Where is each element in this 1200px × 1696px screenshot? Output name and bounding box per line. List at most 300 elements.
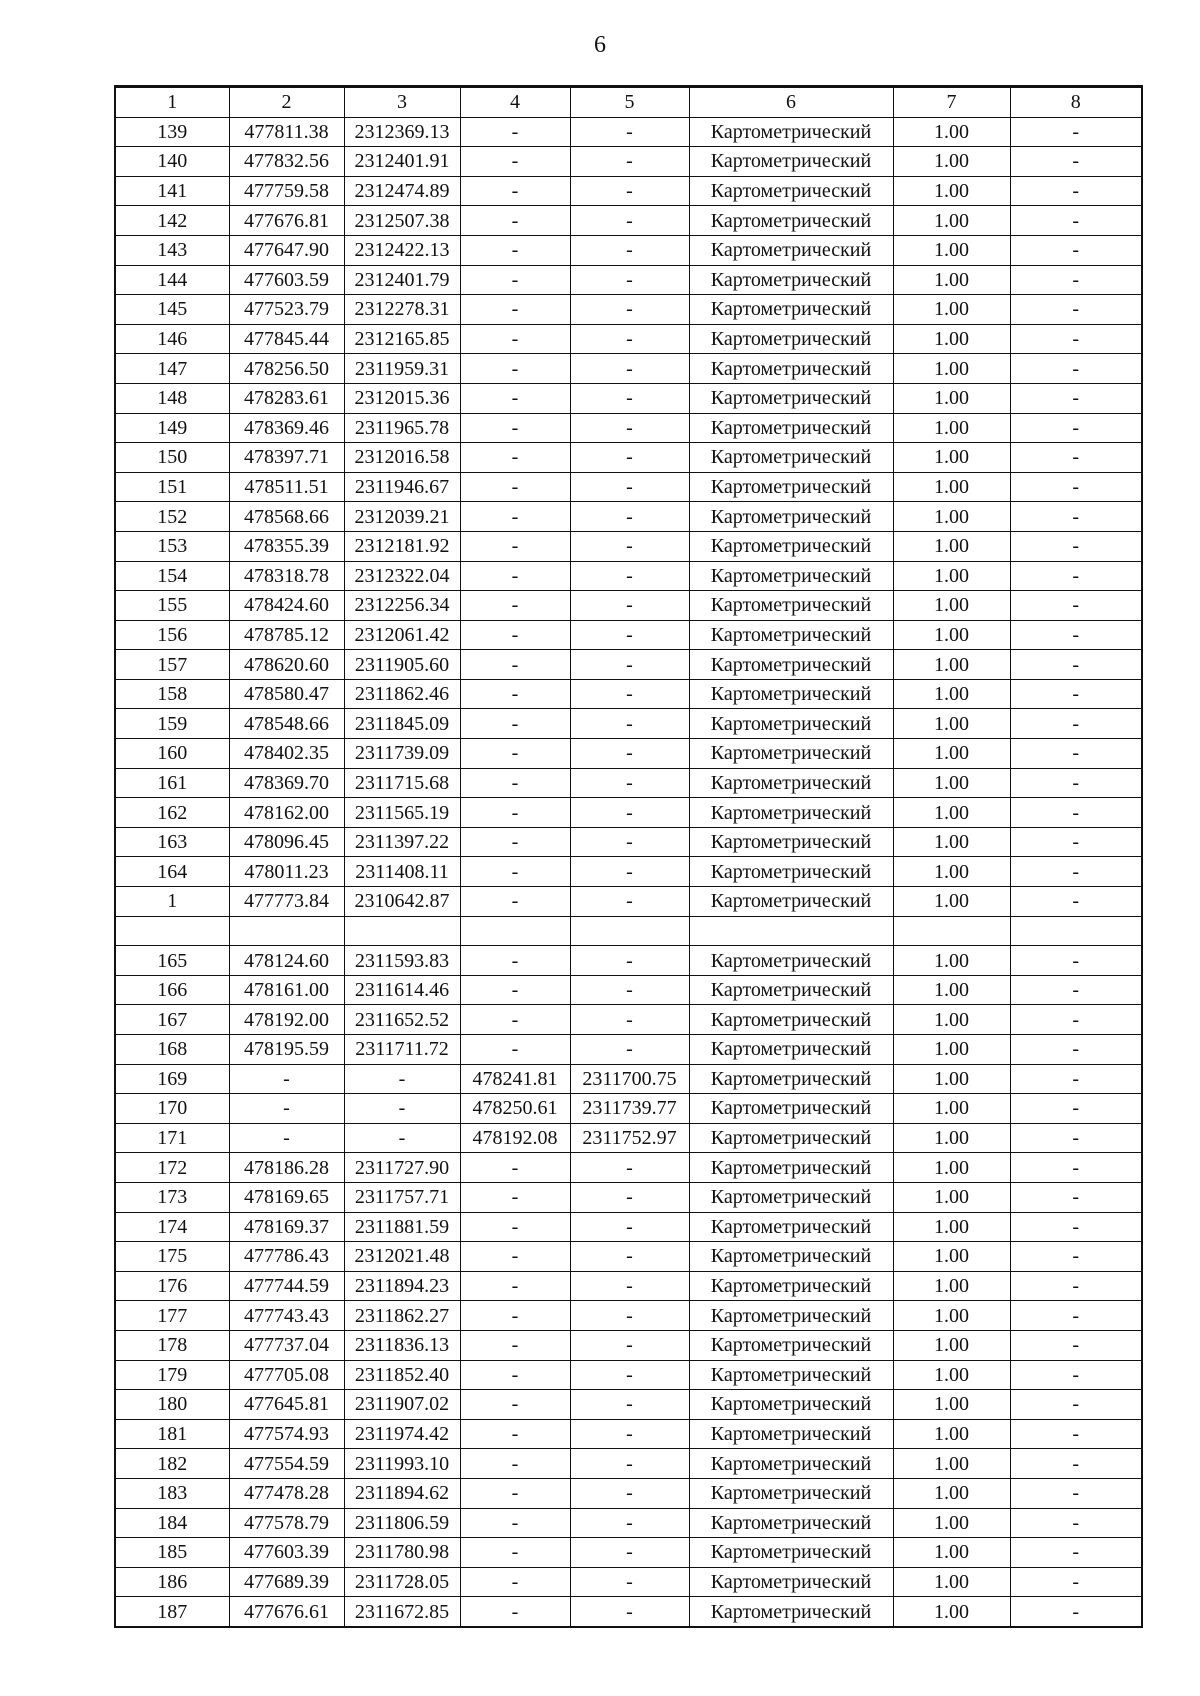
table-row — [115, 443, 1142, 473]
cell-accuracy: 1.00 — [893, 1242, 1010, 1272]
cell-x-coordinate-alt: - — [460, 383, 570, 413]
cell-method: Картометрический — [689, 1508, 893, 1538]
cell-point-number: 162 — [115, 798, 229, 828]
table-row — [115, 798, 1142, 828]
cell-y-coordinate: 2311907.02 — [344, 1390, 460, 1420]
cell-x-coordinate: 478402.35 — [229, 739, 344, 769]
table-row — [115, 709, 1142, 739]
table-row — [115, 265, 1142, 295]
cell-x-coordinate: 478169.37 — [229, 1212, 344, 1242]
cell-x-coordinate: - — [229, 1123, 344, 1153]
cell-x-coordinate: 477523.79 — [229, 295, 344, 325]
column-header-8: 8 — [1010, 87, 1142, 118]
cell-method: Картометрический — [689, 1005, 893, 1035]
table-row — [115, 561, 1142, 591]
cell-method: Картометрический — [689, 413, 893, 443]
cell-point-number: 178 — [115, 1330, 229, 1360]
cell-description: - — [1010, 1271, 1142, 1301]
cell-x-coordinate-alt: - — [460, 650, 570, 680]
table-row — [115, 1212, 1142, 1242]
cell-y-coordinate: 2311565.19 — [344, 798, 460, 828]
cell-x-coordinate: 478548.66 — [229, 709, 344, 739]
cell-y-coordinate: 2312016.58 — [344, 443, 460, 473]
cell-y-coordinate-alt: 2311739.77 — [570, 1094, 689, 1124]
cell-description: - — [1010, 1064, 1142, 1094]
cell-description: - — [1010, 946, 1142, 976]
cell-accuracy: 1.00 — [893, 975, 1010, 1005]
table-row — [115, 827, 1142, 857]
cell-y-coordinate: 2311881.59 — [344, 1212, 460, 1242]
cell-y-coordinate-alt: - — [570, 1597, 689, 1627]
cell-accuracy: 1.00 — [893, 827, 1010, 857]
cell-accuracy: 1.00 — [893, 147, 1010, 177]
cell-accuracy: 1.00 — [893, 354, 1010, 384]
cell-description: - — [1010, 117, 1142, 147]
cell-accuracy: 1.00 — [893, 1419, 1010, 1449]
cell-x-coordinate-alt: - — [460, 620, 570, 650]
table-row — [115, 1478, 1142, 1508]
cell-description: - — [1010, 1242, 1142, 1272]
cell-method: Картометрический — [689, 1419, 893, 1449]
cell-y-coordinate: 2311408.11 — [344, 857, 460, 887]
table-row — [115, 324, 1142, 354]
cell-method: Картометрический — [689, 147, 893, 177]
cell-method: Картометрический — [689, 265, 893, 295]
cell-y-coordinate-alt: - — [570, 679, 689, 709]
cell-x-coordinate-alt: - — [460, 443, 570, 473]
cell-method: Картометрический — [689, 887, 893, 917]
cell-y-coordinate: 2312256.34 — [344, 591, 460, 621]
cell-y-coordinate-alt: - — [570, 561, 689, 591]
cell-point-number: 160 — [115, 739, 229, 769]
cell-y-coordinate-alt: - — [570, 147, 689, 177]
cell-point-number: 180 — [115, 1390, 229, 1420]
cell-accuracy: 1.00 — [893, 946, 1010, 976]
cell-x-coordinate: 477554.59 — [229, 1449, 344, 1479]
cell-y-coordinate-alt: - — [570, 591, 689, 621]
cell-x-coordinate-alt: - — [460, 946, 570, 976]
cell-y-coordinate-alt: - — [570, 975, 689, 1005]
cell-y-coordinate-alt: - — [570, 620, 689, 650]
cell-x-coordinate: 477603.39 — [229, 1538, 344, 1568]
cell-method: Картометрический — [689, 679, 893, 709]
cell-accuracy: 1.00 — [893, 1508, 1010, 1538]
cell-point-number: 139 — [115, 117, 229, 147]
cell-x-coordinate: 477603.59 — [229, 265, 344, 295]
cell-accuracy: 1.00 — [893, 1567, 1010, 1597]
cell-method: Картометрический — [689, 650, 893, 680]
cell-y-coordinate-alt: - — [570, 768, 689, 798]
table-body — [115, 117, 1142, 1627]
cell-accuracy: 1.00 — [893, 117, 1010, 147]
cell-x-coordinate-alt: - — [460, 531, 570, 561]
cell-y-coordinate-alt: - — [570, 1567, 689, 1597]
cell-description: - — [1010, 176, 1142, 206]
cell-y-coordinate-alt: - — [570, 1153, 689, 1183]
cell-accuracy: 1.00 — [893, 1597, 1010, 1627]
cell-description: - — [1010, 206, 1142, 236]
cell-description: - — [1010, 620, 1142, 650]
cell-y-coordinate-alt: - — [570, 1301, 689, 1331]
cell-x-coordinate-alt: - — [460, 147, 570, 177]
cell-y-coordinate: 2312181.92 — [344, 531, 460, 561]
table-row — [115, 1449, 1142, 1479]
cell-point-number: 185 — [115, 1538, 229, 1568]
cell-y-coordinate — [344, 916, 460, 946]
table-row — [115, 679, 1142, 709]
cell-method: Картометрический — [689, 827, 893, 857]
cell-point-number: 176 — [115, 1271, 229, 1301]
cell-description: - — [1010, 857, 1142, 887]
cell-description — [1010, 916, 1142, 946]
table-row — [115, 1301, 1142, 1331]
cell-y-coordinate: 2312061.42 — [344, 620, 460, 650]
cell-x-coordinate: 478785.12 — [229, 620, 344, 650]
table-row — [115, 1567, 1142, 1597]
cell-x-coordinate: 478169.65 — [229, 1182, 344, 1212]
cell-description: - — [1010, 739, 1142, 769]
cell-point-number: 186 — [115, 1567, 229, 1597]
cell-x-coordinate: 478355.39 — [229, 531, 344, 561]
cell-x-coordinate-alt: - — [460, 1390, 570, 1420]
cell-description: - — [1010, 1182, 1142, 1212]
cell-point-number: 181 — [115, 1419, 229, 1449]
cell-point-number: 154 — [115, 561, 229, 591]
cell-description: - — [1010, 679, 1142, 709]
cell-accuracy: 1.00 — [893, 235, 1010, 265]
cell-x-coordinate: 478568.66 — [229, 502, 344, 532]
cell-method: Картометрический — [689, 1390, 893, 1420]
cell-accuracy: 1.00 — [893, 1478, 1010, 1508]
cell-y-coordinate-alt: - — [570, 1360, 689, 1390]
cell-method — [689, 916, 893, 946]
cell-description: - — [1010, 531, 1142, 561]
cell-y-coordinate-alt: - — [570, 709, 689, 739]
cell-point-number: 143 — [115, 235, 229, 265]
cell-accuracy: 1.00 — [893, 709, 1010, 739]
cell-accuracy: 1.00 — [893, 561, 1010, 591]
cell-method: Картометрический — [689, 1567, 893, 1597]
cell-accuracy: 1.00 — [893, 295, 1010, 325]
cell-x-coordinate-alt: - — [460, 1301, 570, 1331]
cell-y-coordinate: 2312401.79 — [344, 265, 460, 295]
cell-description: - — [1010, 1360, 1142, 1390]
table-row — [115, 946, 1142, 976]
cell-y-coordinate-alt: - — [570, 1449, 689, 1479]
cell-x-coordinate: - — [229, 1064, 344, 1094]
cell-x-coordinate-alt: - — [460, 798, 570, 828]
cell-method: Картометрический — [689, 206, 893, 236]
cell-accuracy: 1.00 — [893, 591, 1010, 621]
cell-accuracy: 1.00 — [893, 383, 1010, 413]
cell-accuracy: 1.00 — [893, 1123, 1010, 1153]
cell-method: Картометрический — [689, 1153, 893, 1183]
cell-x-coordinate: 477574.93 — [229, 1419, 344, 1449]
cell-y-coordinate-alt: - — [570, 324, 689, 354]
cell-x-coordinate-alt: - — [460, 117, 570, 147]
column-header-5: 5 — [570, 87, 689, 118]
cell-method: Картометрический — [689, 1242, 893, 1272]
cell-y-coordinate-alt: - — [570, 1035, 689, 1065]
cell-y-coordinate: 2311728.05 — [344, 1567, 460, 1597]
cell-method: Картометрический — [689, 1330, 893, 1360]
cell-x-coordinate: 478124.60 — [229, 946, 344, 976]
cell-method: Картометрический — [689, 1271, 893, 1301]
table-row — [115, 472, 1142, 502]
table-row — [115, 531, 1142, 561]
cell-description: - — [1010, 709, 1142, 739]
cell-accuracy: 1.00 — [893, 413, 1010, 443]
cell-x-coordinate: - — [229, 1094, 344, 1124]
cell-y-coordinate: 2312015.36 — [344, 383, 460, 413]
cell-y-coordinate-alt: - — [570, 1005, 689, 1035]
cell-point-number: 1 — [115, 887, 229, 917]
cell-x-coordinate: 478186.28 — [229, 1153, 344, 1183]
cell-y-coordinate-alt: - — [570, 887, 689, 917]
table-row — [115, 887, 1142, 917]
cell-x-coordinate: 478096.45 — [229, 827, 344, 857]
cell-description: - — [1010, 1567, 1142, 1597]
cell-method: Картометрический — [689, 591, 893, 621]
cell-description: - — [1010, 1094, 1142, 1124]
cell-x-coordinate: 477478.28 — [229, 1478, 344, 1508]
cell-accuracy: 1.00 — [893, 768, 1010, 798]
cell-method: Картометрический — [689, 117, 893, 147]
cell-method: Картометрический — [689, 1212, 893, 1242]
table-row — [115, 1123, 1142, 1153]
cell-description: - — [1010, 1508, 1142, 1538]
cell-accuracy: 1.00 — [893, 798, 1010, 828]
cell-description: - — [1010, 295, 1142, 325]
page-number: 6 — [594, 32, 606, 58]
cell-description: - — [1010, 235, 1142, 265]
column-header-4: 4 — [460, 87, 570, 118]
cell-accuracy: 1.00 — [893, 176, 1010, 206]
cell-y-coordinate: 2311757.71 — [344, 1182, 460, 1212]
cell-point-number: 148 — [115, 383, 229, 413]
cell-method: Картометрический — [689, 1597, 893, 1627]
cell-y-coordinate: 2311715.68 — [344, 768, 460, 798]
table-row — [115, 739, 1142, 769]
cell-point-number: 166 — [115, 975, 229, 1005]
cell-x-coordinate-alt: - — [460, 235, 570, 265]
cell-x-coordinate: 478192.00 — [229, 1005, 344, 1035]
table-row — [115, 295, 1142, 325]
cell-accuracy: 1.00 — [893, 1390, 1010, 1420]
cell-y-coordinate: - — [344, 1094, 460, 1124]
cell-x-coordinate-alt: 478241.81 — [460, 1064, 570, 1094]
cell-description: - — [1010, 1330, 1142, 1360]
cell-x-coordinate: 477689.39 — [229, 1567, 344, 1597]
cell-description: - — [1010, 887, 1142, 917]
cell-y-coordinate-alt: - — [570, 1271, 689, 1301]
cell-x-coordinate: 478195.59 — [229, 1035, 344, 1065]
table-row — [115, 354, 1142, 384]
cell-method: Картометрический — [689, 531, 893, 561]
cell-y-coordinate: - — [344, 1123, 460, 1153]
cell-y-coordinate-alt: - — [570, 1419, 689, 1449]
cell-y-coordinate: 2311862.27 — [344, 1301, 460, 1331]
table-row — [115, 1094, 1142, 1124]
table-row — [115, 1419, 1142, 1449]
cell-x-coordinate: 478369.70 — [229, 768, 344, 798]
cell-method: Картометрический — [689, 1123, 893, 1153]
cell-point-number: 183 — [115, 1478, 229, 1508]
cell-method: Картометрический — [689, 975, 893, 1005]
cell-y-coordinate-alt: - — [570, 946, 689, 976]
cell-y-coordinate-alt: - — [570, 650, 689, 680]
cell-y-coordinate: 2311965.78 — [344, 413, 460, 443]
cell-point-number: 163 — [115, 827, 229, 857]
cell-y-coordinate-alt: - — [570, 502, 689, 532]
cell-y-coordinate-alt: - — [570, 354, 689, 384]
cell-x-coordinate-alt: - — [460, 1271, 570, 1301]
table-row — [115, 591, 1142, 621]
cell-x-coordinate-alt: - — [460, 1212, 570, 1242]
cell-point-number: 150 — [115, 443, 229, 473]
cell-x-coordinate — [229, 916, 344, 946]
cell-description: - — [1010, 324, 1142, 354]
cell-point-number: 156 — [115, 620, 229, 650]
cell-accuracy: 1.00 — [893, 1271, 1010, 1301]
cell-method: Картометрический — [689, 235, 893, 265]
cell-x-coordinate-alt: - — [460, 1242, 570, 1272]
cell-x-coordinate-alt: - — [460, 887, 570, 917]
cell-x-coordinate-alt — [460, 916, 570, 946]
cell-method: Картометрический — [689, 709, 893, 739]
cell-point-number: 168 — [115, 1035, 229, 1065]
cell-y-coordinate-alt: - — [570, 739, 689, 769]
cell-point-number: 144 — [115, 265, 229, 295]
cell-y-coordinate-alt: - — [570, 176, 689, 206]
cell-method: Картометрический — [689, 1360, 893, 1390]
cell-point-number: 158 — [115, 679, 229, 709]
cell-accuracy: 1.00 — [893, 1064, 1010, 1094]
cell-point-number: 169 — [115, 1064, 229, 1094]
cell-y-coordinate-alt: - — [570, 798, 689, 828]
cell-accuracy: 1.00 — [893, 1035, 1010, 1065]
cell-y-coordinate-alt: - — [570, 383, 689, 413]
cell-x-coordinate: 477647.90 — [229, 235, 344, 265]
cell-accuracy: 1.00 — [893, 1330, 1010, 1360]
cell-x-coordinate-alt: - — [460, 1538, 570, 1568]
table-row — [115, 975, 1142, 1005]
cell-x-coordinate-alt: - — [460, 324, 570, 354]
cell-y-coordinate-alt: - — [570, 117, 689, 147]
cell-x-coordinate-alt: - — [460, 1035, 570, 1065]
table-row — [115, 1153, 1142, 1183]
cell-accuracy: 1.00 — [893, 1005, 1010, 1035]
cell-y-coordinate: 2311959.31 — [344, 354, 460, 384]
cell-x-coordinate-alt: - — [460, 1567, 570, 1597]
cell-x-coordinate-alt: - — [460, 561, 570, 591]
cell-x-coordinate-alt: - — [460, 679, 570, 709]
cell-x-coordinate-alt: - — [460, 176, 570, 206]
cell-point-number: 175 — [115, 1242, 229, 1272]
cell-y-coordinate: 2311780.98 — [344, 1538, 460, 1568]
table-row — [115, 1508, 1142, 1538]
cell-x-coordinate: 478424.60 — [229, 591, 344, 621]
cell-description: - — [1010, 561, 1142, 591]
cell-x-coordinate-alt: 478250.61 — [460, 1094, 570, 1124]
cell-method: Картометрический — [689, 1478, 893, 1508]
cell-description: - — [1010, 1005, 1142, 1035]
table-row — [115, 650, 1142, 680]
cell-point-number: 141 — [115, 176, 229, 206]
cell-method: Картометрический — [689, 383, 893, 413]
cell-y-coordinate: 2311593.83 — [344, 946, 460, 976]
cell-point-number: 184 — [115, 1508, 229, 1538]
cell-y-coordinate-alt: - — [570, 827, 689, 857]
cell-accuracy: 1.00 — [893, 620, 1010, 650]
cell-description: - — [1010, 1035, 1142, 1065]
table-row — [115, 1005, 1142, 1035]
cell-y-coordinate: 2311894.23 — [344, 1271, 460, 1301]
cell-point-number: 159 — [115, 709, 229, 739]
cell-description: - — [1010, 265, 1142, 295]
table-header — [115, 87, 1142, 118]
table-row — [115, 1597, 1142, 1627]
cell-x-coordinate-alt: - — [460, 768, 570, 798]
cell-x-coordinate-alt: - — [460, 1005, 570, 1035]
cell-y-coordinate: 2311894.62 — [344, 1478, 460, 1508]
cell-x-coordinate-alt: - — [460, 591, 570, 621]
table-row — [115, 620, 1142, 650]
cell-accuracy: 1.00 — [893, 472, 1010, 502]
cell-x-coordinate-alt: - — [460, 1449, 570, 1479]
cell-x-coordinate-alt: - — [460, 1478, 570, 1508]
cell-y-coordinate: 2311806.59 — [344, 1508, 460, 1538]
cell-y-coordinate-alt: - — [570, 857, 689, 887]
table-row — [115, 117, 1142, 147]
table-row — [115, 1330, 1142, 1360]
cell-y-coordinate-alt: - — [570, 1330, 689, 1360]
cell-x-coordinate: 478620.60 — [229, 650, 344, 680]
cell-point-number: 152 — [115, 502, 229, 532]
cell-description: - — [1010, 827, 1142, 857]
cell-y-coordinate-alt — [570, 916, 689, 946]
cell-method: Картометрический — [689, 1538, 893, 1568]
cell-x-coordinate-alt: - — [460, 709, 570, 739]
cell-description: - — [1010, 1597, 1142, 1627]
cell-x-coordinate: 477737.04 — [229, 1330, 344, 1360]
table-row — [115, 916, 1142, 946]
coordinates-table — [114, 85, 1143, 1628]
cell-point-number: 140 — [115, 147, 229, 177]
cell-x-coordinate-alt: - — [460, 502, 570, 532]
cell-accuracy: 1.00 — [893, 679, 1010, 709]
cell-y-coordinate-alt: - — [570, 1212, 689, 1242]
cell-description: - — [1010, 1301, 1142, 1331]
cell-description: - — [1010, 1449, 1142, 1479]
cell-y-coordinate-alt: 2311752.97 — [570, 1123, 689, 1153]
column-header-1: 1 — [115, 87, 229, 118]
cell-x-coordinate-alt: - — [460, 354, 570, 384]
cell-x-coordinate-alt: - — [460, 739, 570, 769]
cell-accuracy: 1.00 — [893, 206, 1010, 236]
cell-x-coordinate: 477759.58 — [229, 176, 344, 206]
cell-x-coordinate-alt: - — [460, 295, 570, 325]
cell-x-coordinate: 478580.47 — [229, 679, 344, 709]
cell-description: - — [1010, 147, 1142, 177]
cell-point-number: 171 — [115, 1123, 229, 1153]
cell-y-coordinate: 2311652.52 — [344, 1005, 460, 1035]
cell-y-coordinate: 2311845.09 — [344, 709, 460, 739]
cell-point-number: 157 — [115, 650, 229, 680]
cell-x-coordinate-alt: - — [460, 472, 570, 502]
cell-accuracy: 1.00 — [893, 502, 1010, 532]
cell-x-coordinate: 478511.51 — [229, 472, 344, 502]
